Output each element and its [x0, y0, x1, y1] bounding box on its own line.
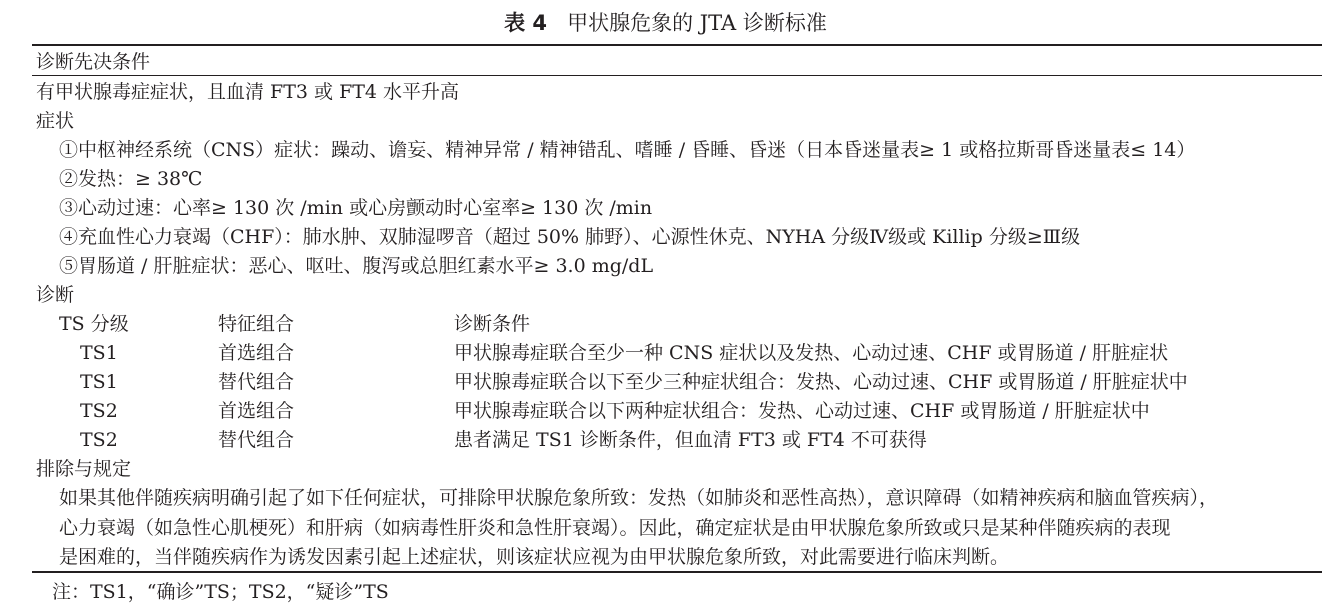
table-cell-feature: 替代组合 — [218, 429, 295, 451]
top-rule — [32, 44, 1322, 46]
bottom-rule — [32, 571, 1322, 573]
symptoms-heading: 症状 — [36, 110, 75, 132]
table-cell-feature: 替代组合 — [218, 371, 295, 393]
exclusion-line: 心力衰竭（如急性心肌梗死）和肝病（如病毒性肝炎和急性肝衰竭）。因此，确定症状是由甲状腺危象所致或只是某种伴随疾病的表现 — [59, 516, 1171, 539]
symptom-item-cns: ①中枢神经系统（CNS）症状：躁动、谵妄、精神异常 / 精神错乱、嗜睡 / 昏睡、昏迷（日本昏迷量表≥ 1 或格拉斯哥昏迷量表≤ 14） — [59, 139, 1196, 161]
symptom-item-chf: ④充血性心力衰竭（CHF）：肺水肿、双肺湿啰音（超过 50% 肺野）、心源性休克、NYHA 分级Ⅳ级或 Killip 分级≥Ⅲ级 — [59, 226, 1081, 248]
column-header-ts-grade: TS 分级 — [59, 313, 129, 335]
column-header-criteria: 诊断条件 — [454, 313, 531, 335]
symptom-item-gi: ⑤胃肠道 / 肝脏症状：恶心、呕吐、腹泻或总胆红素水平≥ 3.0 mg/dL — [59, 255, 654, 277]
exclusion-paragraph — [59, 484, 1321, 573]
table-cell-grade: TS1 — [80, 371, 118, 393]
prerequisite-heading: 诊断先决条件 — [36, 51, 151, 73]
symptom-item-fever: ②发热：≥ 38℃ — [59, 168, 203, 190]
exclusion-line: 如果其他伴随疾病明确引起了如下任何症状，可排除甲状腺危象所致：发热（如肺炎和恶性高热），意识障碍（如精神疾病和脑血管疾病）， — [59, 487, 1219, 509]
prerequisite-text: 有甲状腺毒症症状，且血清 FT3 或 FT4 水平升高 — [36, 81, 460, 103]
table-caption: 甲状腺危象的 JTA 诊断标准 — [567, 11, 827, 35]
symptom-item-tachycardia: ③心动过速：心率≥ 130 次 /min 或心房颤动时心室率≥ 130 次 /min — [59, 197, 653, 219]
diagnosis-heading: 诊断 — [36, 284, 75, 306]
table-cell-criteria: 甲状腺毒症联合以下至少三种症状组合：发热、心动过速、CHF 或胃肠道 / 肝脏症状中 — [454, 371, 1188, 393]
header-rule — [32, 75, 1322, 76]
table-cell-feature: 首选组合 — [218, 342, 295, 364]
exclusion-line: 是困难的，当伴随疾病作为诱发因素引起上述症状，则该症状应视为由甲状腺危象所致，对此需要进行临床判断。 — [59, 546, 1010, 568]
table-cell-criteria: 甲状腺毒症联合至少一种 CNS 症状以及发热、心动过速、CHF 或胃肠道 / 肝脏症状 — [454, 342, 1169, 364]
table-cell-criteria: 患者满足 TS1 诊断条件，但血清 FT3 或 FT4 不可获得 — [454, 429, 927, 451]
exclusion-heading: 排除与规定 — [36, 458, 132, 480]
table-title — [0, 9, 1331, 37]
table-cell-grade: TS1 — [80, 342, 118, 364]
table-cell-criteria: 甲状腺毒症联合以下两种症状组合：发热、心动过速、CHF 或胃肠道 / 肝脏症状中 — [454, 400, 1150, 422]
table-cell-feature: 首选组合 — [218, 400, 295, 422]
table-cell-grade: TS2 — [80, 400, 118, 422]
table-footnote: 注：TS1，“确诊”TS；TS2，“疑诊”TS — [52, 581, 389, 603]
column-header-feature: 特征组合 — [218, 313, 295, 335]
table-number: 表 4 — [504, 11, 548, 35]
table-cell-grade: TS2 — [80, 429, 118, 451]
